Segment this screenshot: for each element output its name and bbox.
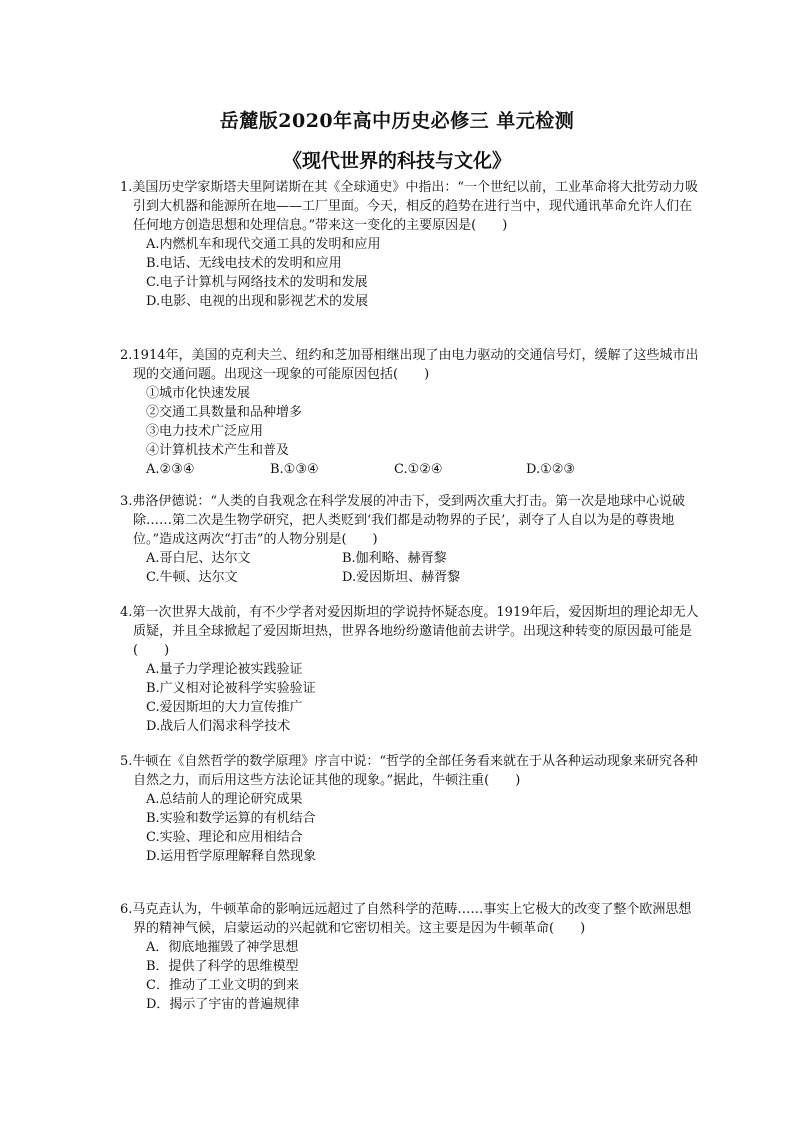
question-2-option-b: B.①③④	[270, 462, 319, 477]
question-2	[120, 346, 700, 479]
question-4	[120, 603, 700, 736]
question-5-option-b: B.实验和数学运算的有机结合	[146, 811, 316, 826]
question-1-option-a: A.内燃机车和现代交通工具的发明和应用	[146, 237, 381, 252]
question-1-option-b: B.电话、无线电技术的发明和应用	[146, 256, 342, 271]
question-2-item-3: ③电力技术广泛应用	[146, 424, 264, 439]
question-4-option-c: C.爱因斯坦的大力宣传推广	[146, 700, 303, 715]
question-5-option-a: A.总结前人的理论研究成果	[146, 792, 303, 807]
question-6	[120, 900, 700, 1014]
question-5-option-c: C.实验、理论和应用相结合	[146, 830, 303, 845]
question-1	[120, 178, 700, 311]
question-2-item-2: ②交通工具数量和品种增多	[146, 405, 303, 420]
question-3-option-b: B.伽利略、赫胥黎	[342, 551, 447, 566]
question-1-stem: 1.美国历史学家斯塔夫里阿诺斯在其《全球通史》中指出：“一个世纪以前，工业革命将大批劳动力吸引到大机器和能源所在地——工厂里面。今天，相反的趋势在进行当中，现代通讯革命允许人们在任何地方创造思想和处理信息。”带来这一变化的主要原因是( )	[120, 180, 699, 233]
document-title: 岳麓版2020年高中历史必修三 单元检测	[219, 110, 575, 132]
question-4-option-a: A.量子力学理论被实践验证	[146, 662, 303, 677]
question-2-stem: 2.1914年，美国的克利夫兰、纽约和芝加哥相继出现了由电力驱动的交通信号灯，缓解了这些城市出现的交通问题。出现这一现象的可能原因包括( )	[120, 348, 699, 382]
question-3-option-a: A.哥白尼、达尔文	[146, 551, 251, 566]
question-3-options-row-2	[120, 568, 700, 587]
question-4-option-d: D.战后人们渴求科学技术	[146, 719, 291, 734]
question-6-option-a: A．彻底地摧毁了神学思想	[146, 940, 299, 955]
question-2-option-c: C.①②④	[394, 462, 443, 477]
document-subtitle: 《现代世界的科技与文化》	[282, 150, 511, 172]
question-6-option-c: C．推动了工业文明的到来	[146, 978, 299, 993]
question-2-item-4: ④计算机技术产生和普及	[146, 443, 290, 458]
question-1-option-c: C.电子计算机与网络技术的发明和发展	[146, 275, 368, 290]
question-6-option-b: B．提供了科学的思维模型	[146, 959, 299, 974]
question-2-option-d: D.①②③	[526, 462, 576, 477]
question-6-option-d: D．揭示了宇宙的普遍规律	[146, 997, 300, 1012]
question-1-option-d: D.电影、电视的出现和影视艺术的发展	[146, 294, 369, 309]
question-3-stem: 3.弗洛伊德说：“人类的自我观念在科学发展的冲击下，受到两次重大打击。第一次是地球中心说破除……第二次是生物学研究，把人类贬到‘我们都是动物界的子民’，剥夺了人自以为是的尊贵地位。”造成这两次“打击”的人物分别是( )	[120, 494, 686, 547]
question-2-options	[120, 460, 700, 479]
question-5-stem: 5.牛顿在《自然哲学的数学原理》序言中说：“哲学的全部任务看来就在于从各种运动现象来研究各种自然之力，而后用这些方法论证其他的现象。”据此，牛顿注重( )	[120, 754, 699, 788]
question-5	[120, 752, 700, 866]
question-2-item-1: ①城市化快速发展	[146, 386, 251, 401]
question-3-options-row-1	[120, 549, 700, 568]
question-4-stem: 4.第一次世界大战前，有不少学者对爱因斯坦的学说持怀疑态度。1919年后，爱因斯坦的理论却无人质疑，并且全球掀起了爱因斯坦热，世界各地纷纷邀请他前去讲学。出现这种转变的原因最可能是( )	[120, 605, 699, 658]
question-6-stem: 6.马克垚认为，牛顿革命的影响远远超过了自然科学的范畴……事实上它极大的改变了整个欧洲思想界的精神气候，启蒙运动的兴起就和它密切相关。这主要是因为牛顿革命( )	[120, 902, 692, 936]
question-3-option-c: C.牛顿、达尔文	[146, 570, 238, 585]
question-3-option-d: D.爱因斯坦、赫胥黎	[342, 570, 461, 585]
question-4-option-b: B.广义相对论被科学实验验证	[146, 681, 316, 696]
question-2-option-a: A.②③④	[146, 462, 195, 477]
question-5-option-d: D.运用哲学原理解释自然现象	[146, 849, 317, 864]
question-3	[120, 492, 700, 587]
